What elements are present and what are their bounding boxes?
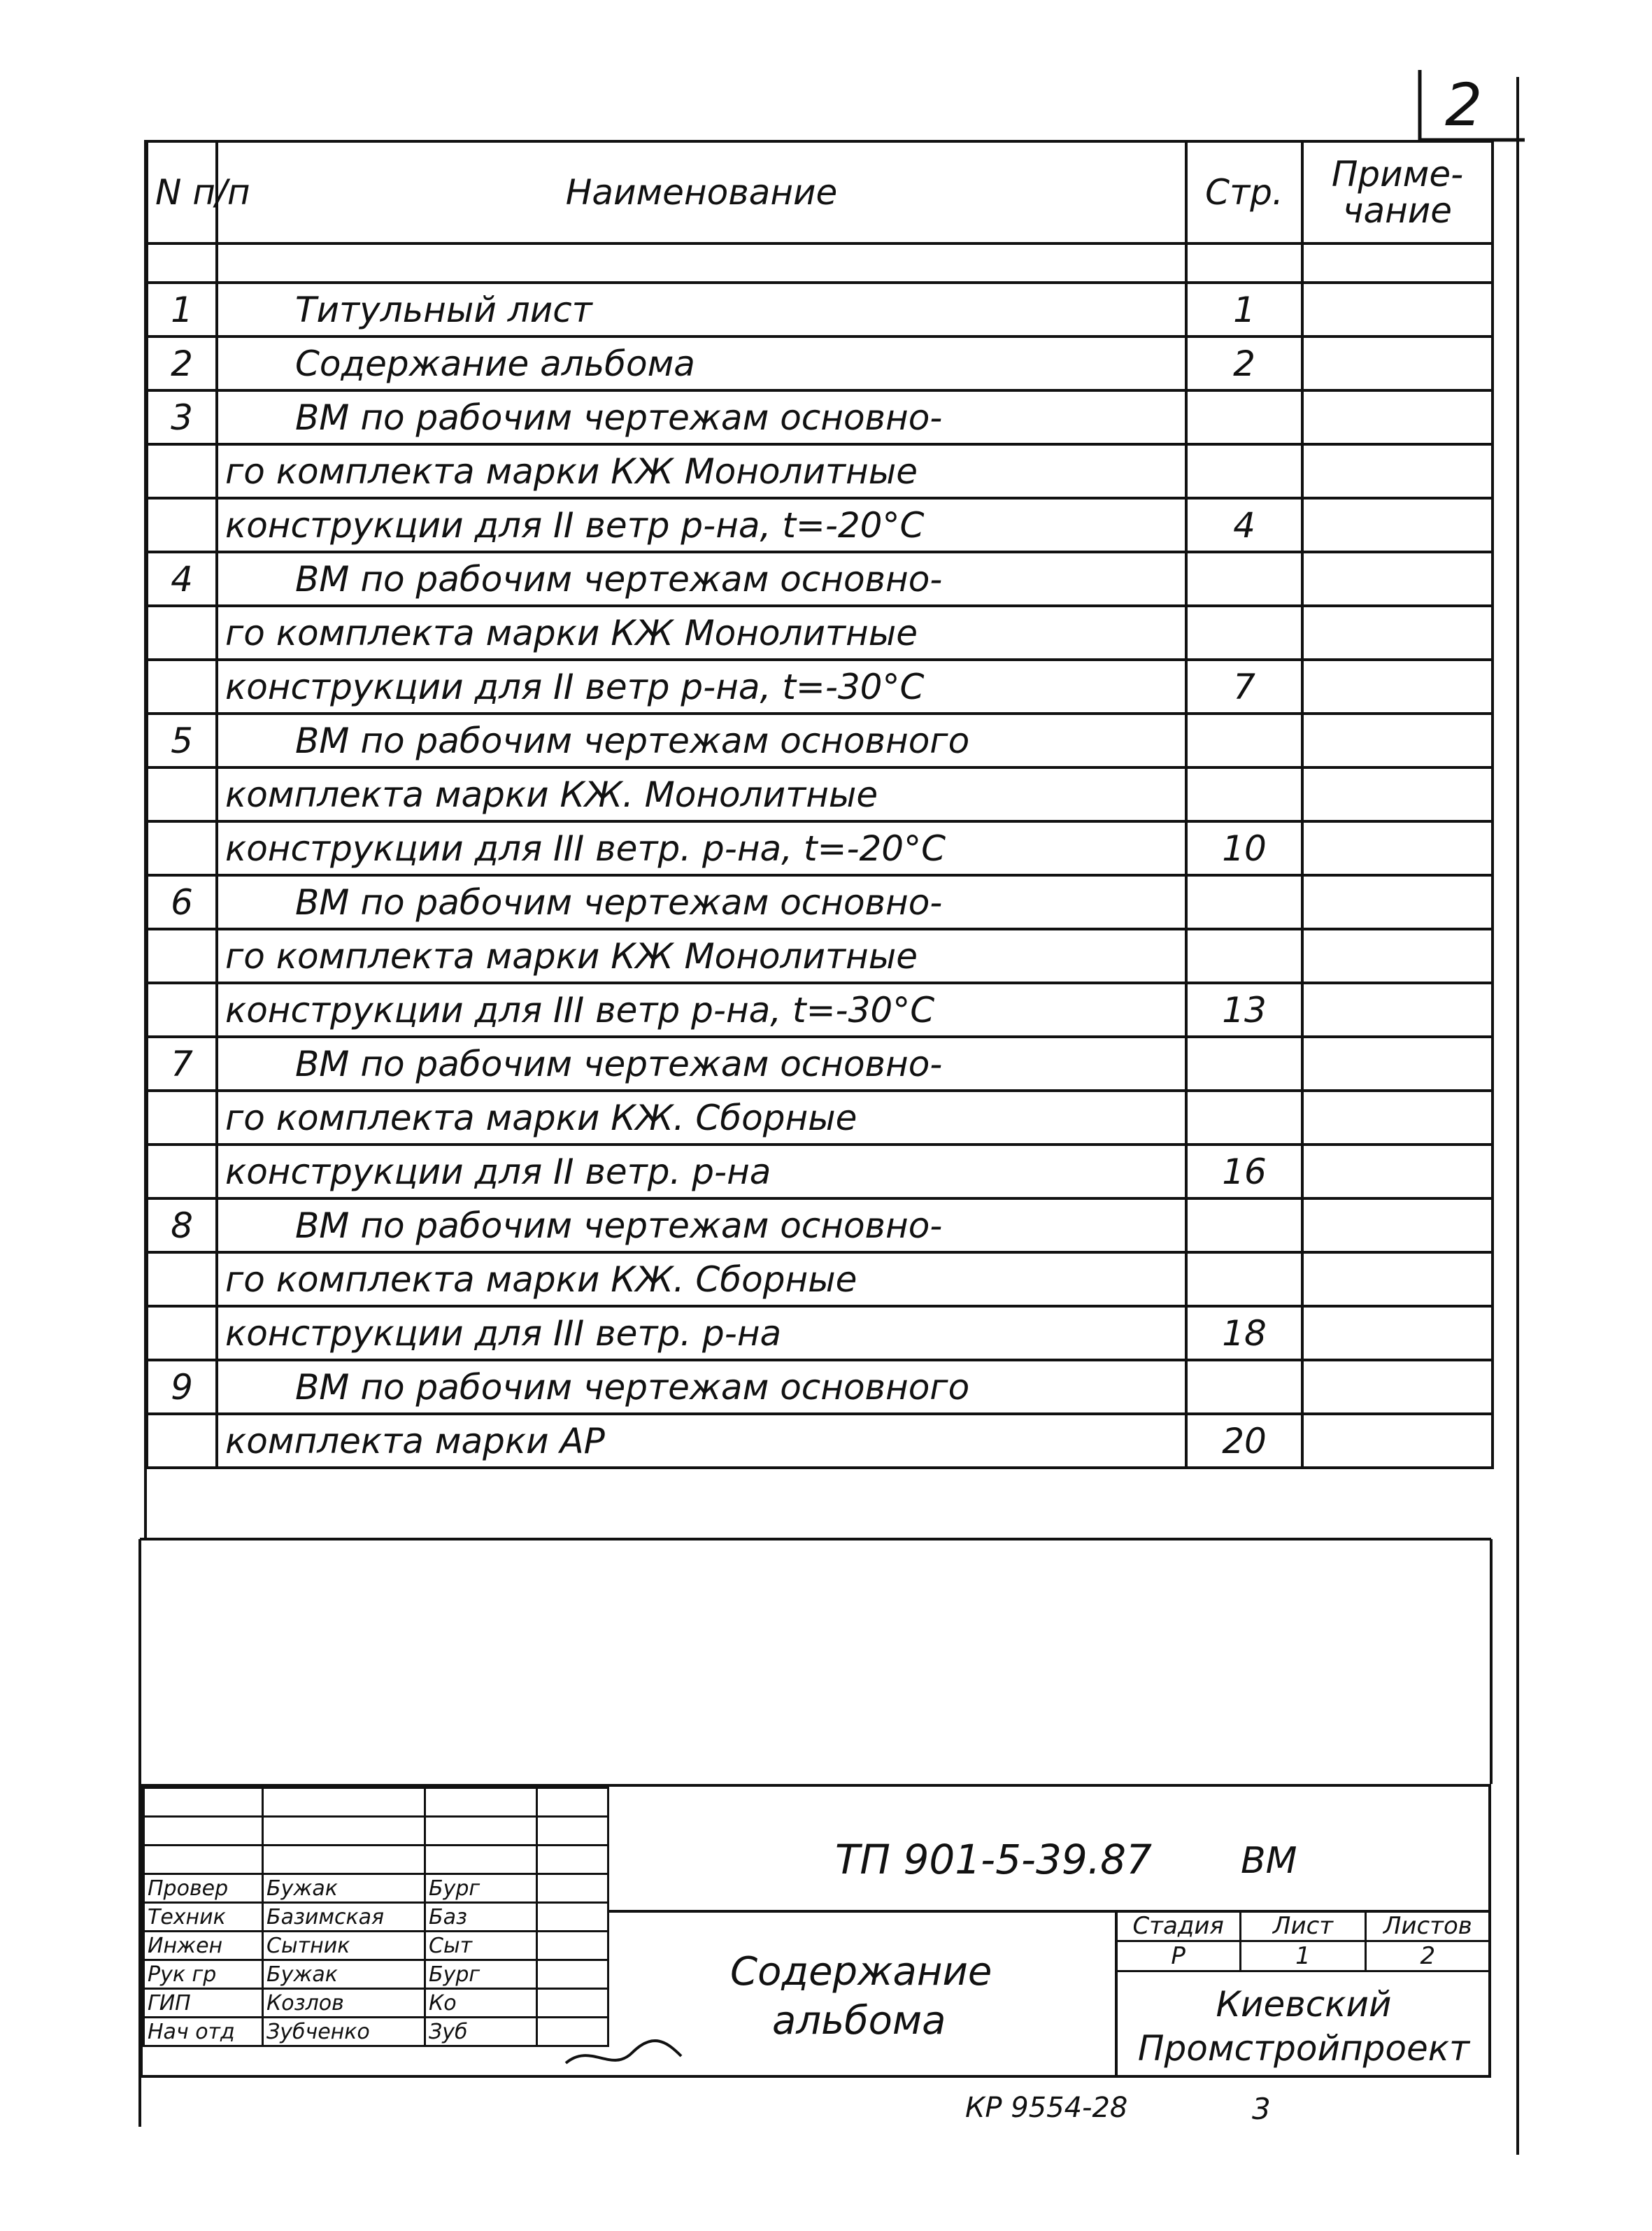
header-number: N п/п — [147, 141, 217, 243]
archive-sheet-number: 3 — [1252, 2092, 1271, 2126]
table-row — [147, 444, 1493, 498]
row-name: ВМ по рабочим чертежам основного — [217, 714, 1186, 767]
row-number: 2 — [147, 337, 217, 390]
row-number — [147, 821, 217, 875]
row-page — [1186, 875, 1302, 929]
row-note — [1302, 1198, 1493, 1252]
staff-role: Рук гр — [144, 1960, 263, 1989]
row-name: конструкции для II ветр р-на, t=-30°С — [217, 660, 1186, 714]
row-name: конструкции для III ветр. р-на, t=-20°С — [217, 821, 1186, 875]
organization-line-2: Промстройпроект — [1137, 2027, 1470, 2069]
table-row — [147, 1252, 1493, 1306]
staff-name: Зубченко — [263, 2018, 425, 2046]
table-row — [147, 1037, 1493, 1091]
row-number — [147, 1252, 217, 1306]
table-row — [147, 1145, 1493, 1198]
table-row — [147, 498, 1493, 552]
table-row — [147, 660, 1493, 714]
row-number — [147, 1414, 217, 1468]
row-name: Содержание альбома — [217, 337, 1186, 390]
row-number: 3 — [147, 390, 217, 444]
row-name: го комплекта марки КЖ Монолитные — [217, 444, 1186, 498]
staff-name: Бужак — [263, 1960, 425, 1989]
document-title-line-2: альбома — [772, 1998, 946, 2044]
row-note — [1302, 875, 1493, 929]
row-number — [147, 606, 217, 660]
row-page — [1186, 714, 1302, 767]
row-note — [1302, 390, 1493, 444]
row-name: го комплекта марки КЖ. Сборные — [217, 1252, 1186, 1306]
row-number — [147, 660, 217, 714]
row-page: 10 — [1186, 821, 1302, 875]
staff-role: ГИП — [144, 1989, 263, 2018]
row-number — [147, 983, 217, 1037]
row-name: го комплекта марки КЖ Монолитные — [217, 929, 1186, 983]
table-row — [147, 606, 1493, 660]
document-mark: ВМ — [1241, 1840, 1297, 1882]
staff-blank-row — [144, 1788, 608, 1817]
stage-header: Стадия — [1116, 1911, 1241, 1941]
row-name: конструкции для II ветр р-на, t=-20°С — [217, 498, 1186, 552]
row-page — [1186, 1198, 1302, 1252]
staff-date — [537, 1989, 608, 2018]
row-note — [1302, 1091, 1493, 1145]
staff-name: Сытник — [263, 1932, 425, 1960]
staff-role: Техник — [144, 1903, 263, 1932]
table-row — [147, 983, 1493, 1037]
header-note: Приме-чание — [1302, 141, 1493, 243]
row-note — [1302, 983, 1493, 1037]
row-page — [1186, 1360, 1302, 1414]
row-name: конструкции для III ветр р-на, t=-30°С — [217, 983, 1186, 1037]
row-note — [1302, 660, 1493, 714]
staff-row — [144, 1903, 608, 1932]
row-number: 9 — [147, 1360, 217, 1414]
row-note — [1302, 498, 1493, 552]
row-page: 18 — [1186, 1306, 1302, 1360]
row-name: комплекта марки АР — [217, 1414, 1186, 1468]
staff-name: Козлов — [263, 1989, 425, 2018]
row-note — [1302, 606, 1493, 660]
table-row — [147, 1091, 1493, 1145]
stage-table — [1115, 1910, 1491, 1972]
row-page: 4 — [1186, 498, 1302, 552]
row-note — [1302, 767, 1493, 821]
staff-signature: Бург — [425, 1874, 537, 1903]
staff-date — [537, 1932, 608, 1960]
sheet-value: 1 — [1241, 1941, 1365, 1971]
organization-line-1: Киевский — [1216, 1984, 1392, 2025]
row-page — [1186, 606, 1302, 660]
row-number — [147, 444, 217, 498]
row-number: 1 — [147, 283, 217, 337]
row-name: го комплекта марки КЖ Монолитные — [217, 606, 1186, 660]
staff-signature: Зуб — [425, 2018, 537, 2046]
row-number: 6 — [147, 875, 217, 929]
row-number — [147, 498, 217, 552]
row-page — [1186, 390, 1302, 444]
contents-table — [145, 140, 1494, 1469]
row-note — [1302, 1360, 1493, 1414]
row-name: конструкции для II ветр. р-на — [217, 1145, 1186, 1198]
row-page: 7 — [1186, 660, 1302, 714]
row-name: ВМ по рабочим чертежам основно- — [217, 1198, 1186, 1252]
row-page — [1186, 444, 1302, 498]
staff-date — [537, 1903, 608, 1932]
row-number: 7 — [147, 1037, 217, 1091]
row-note — [1302, 1306, 1493, 1360]
staff-row — [144, 1932, 608, 1960]
row-page: 16 — [1186, 1145, 1302, 1198]
row-name: ВМ по рабочим чертежам основно- — [217, 875, 1186, 929]
row-number: 4 — [147, 552, 217, 606]
staff-row — [144, 1960, 608, 1989]
row-note — [1302, 1145, 1493, 1198]
staff-row — [144, 1989, 608, 2018]
table-row — [147, 552, 1493, 606]
document-code: ТП 901-5-39.87 — [835, 1836, 1152, 1883]
row-note — [1302, 444, 1493, 498]
row-name: конструкции для III ветр. р-на — [217, 1306, 1186, 1360]
sheets-header: Листов — [1365, 1911, 1490, 1941]
archive-code: КР 9554-28 — [965, 2092, 1128, 2124]
row-name: ВМ по рабочим чертежам основно- — [217, 390, 1186, 444]
stage-value: Р — [1116, 1941, 1241, 1971]
staff-role: Провер — [144, 1874, 263, 1903]
row-note — [1302, 552, 1493, 606]
staff-signature: Ко — [425, 1989, 537, 2018]
row-page — [1186, 1091, 1302, 1145]
document-title-line-1: Содержание — [730, 1949, 992, 1995]
row-note — [1302, 1414, 1493, 1468]
table-row — [147, 390, 1493, 444]
staff-row — [144, 1874, 608, 1903]
row-note — [1302, 929, 1493, 983]
row-name: ВМ по рабочим чертежам основно- — [217, 552, 1186, 606]
table-row — [147, 283, 1493, 337]
staff-role: Инжен — [144, 1932, 263, 1960]
row-name: го комплекта марки КЖ. Сборные — [217, 1091, 1186, 1145]
staff-table — [143, 1787, 609, 2047]
table-row — [147, 821, 1493, 875]
row-number — [147, 767, 217, 821]
staff-signature: Бург — [425, 1960, 537, 1989]
row-page: 20 — [1186, 1414, 1302, 1468]
sheet-number: 2 — [1445, 71, 1483, 139]
staff-signature: Баз — [425, 1903, 537, 1932]
table-row — [147, 337, 1493, 390]
row-name: ВМ по рабочим чертежам основно- — [217, 1037, 1186, 1091]
row-note — [1302, 821, 1493, 875]
row-number — [147, 1091, 217, 1145]
row-number — [147, 929, 217, 983]
sheet-header: Лист — [1241, 1911, 1365, 1941]
table-row — [147, 929, 1493, 983]
row-name: Титульный лист — [217, 283, 1186, 337]
spacer-row — [147, 243, 1493, 283]
document-title — [730, 1948, 992, 2046]
staff-date — [537, 1960, 608, 1989]
row-note — [1302, 337, 1493, 390]
row-name: ВМ по рабочим чертежам основного — [217, 1360, 1186, 1414]
signature-scribble — [562, 2035, 688, 2077]
header-name: Наименование — [217, 141, 1186, 243]
staff-date — [537, 1874, 608, 1903]
table-row — [147, 875, 1493, 929]
staff-blank-row — [144, 1817, 608, 1846]
staff-name: Базимская — [263, 1903, 425, 1932]
row-name: комплекта марки КЖ. Монолитные — [217, 767, 1186, 821]
staff-signature: Сыт — [425, 1932, 537, 1960]
table-row — [147, 1198, 1493, 1252]
title-block — [140, 1784, 1491, 2078]
row-page — [1186, 767, 1302, 821]
row-note — [1302, 714, 1493, 767]
table-row — [147, 714, 1493, 767]
organization-name — [1118, 1983, 1489, 2070]
row-note — [1302, 1252, 1493, 1306]
row-page — [1186, 552, 1302, 606]
row-note — [1302, 1037, 1493, 1091]
row-page — [1186, 1252, 1302, 1306]
row-number: 5 — [147, 714, 217, 767]
row-note — [1302, 283, 1493, 337]
staff-row — [144, 2018, 608, 2046]
row-page: 13 — [1186, 983, 1302, 1037]
sheets-value: 2 — [1365, 1941, 1490, 1971]
staff-role: Нач отд — [144, 2018, 263, 2046]
row-page: 1 — [1186, 283, 1302, 337]
staff-name: Бужак — [263, 1874, 425, 1903]
table-row — [147, 1306, 1493, 1360]
table-row — [147, 1360, 1493, 1414]
staff-blank-row — [144, 1846, 608, 1874]
table-row — [147, 767, 1493, 821]
table-header-row — [147, 141, 1493, 243]
row-page — [1186, 929, 1302, 983]
row-number: 8 — [147, 1198, 217, 1252]
table-row — [147, 1414, 1493, 1468]
row-number — [147, 1306, 217, 1360]
row-page: 2 — [1186, 337, 1302, 390]
row-number — [147, 1145, 217, 1198]
header-page: Стр. — [1186, 141, 1302, 243]
row-page — [1186, 1037, 1302, 1091]
